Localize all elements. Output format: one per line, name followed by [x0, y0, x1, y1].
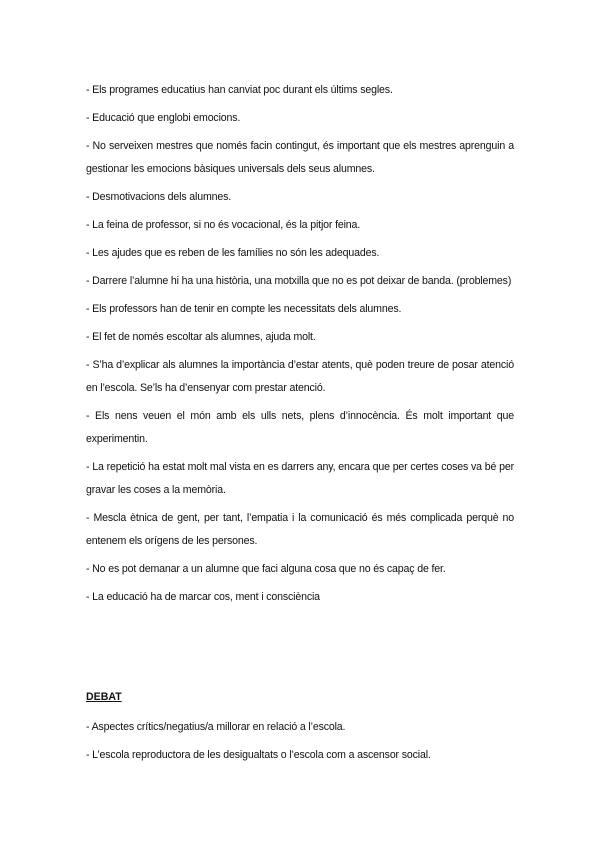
- list-item: - Desmotivacions dels alumnes.: [86, 191, 232, 203]
- list-item: - La educació ha de marcar cos, ment i consciència: [86, 591, 320, 603]
- list-item: - Els professors han de tenir en compte les necessitats dels alumnes.: [86, 303, 402, 315]
- list-item: - El fet de només escoltar als alumnes, ajuda molt.: [86, 331, 316, 343]
- list-item: - La repetició ha estat molt mal vista en es darrers any, encara que per certes coses va bé per gravar les coses a la memòria.: [86, 461, 514, 496]
- list-item: - Les ajudes que es reben de les famílies no són les adequades.: [86, 247, 380, 259]
- list-item: - L’escola reproductora de les desigualtats o l’escola com a ascensor social.: [86, 749, 431, 761]
- debat-section: [86, 688, 514, 772]
- list-item: - S’ha d’explicar als alumnes la importància d’estar atents, què poden treure de posar atenció en l’escola. Se’ls ha d’ensenyar com prestar atenció.: [86, 359, 514, 394]
- list-item: - La feina de professor, si no és vocacional, és la pitjor feina.: [86, 219, 361, 231]
- list-item: - Darrere l’alumne hi ha una història, una motxilla que no es pot deixar de banda. (problemes): [86, 275, 512, 287]
- list-item: - Mescla ètnica de gent, per tant, l’empatia i la comunicació és més complicada perquè no entenem els orígens de les persones.: [86, 512, 514, 547]
- list-item: - Els nens veuen el món amb els ulls nets, plens d’innocència. És molt important que experimentin.: [86, 410, 514, 445]
- list-item: - No es pot demanar a un alumne que faci alguna cosa que no és capaç de fer.: [86, 563, 446, 575]
- list-item: - Educació que englobi emocions.: [86, 112, 241, 124]
- list-item: - Aspectes crítics/negatius/a millorar en relació a l’escola.: [86, 721, 346, 733]
- notes-list: [86, 79, 514, 614]
- list-item: - No serveixen mestres que només facin contingut, és important que els mestres aprenguin a gestionar les emocions bàsiques universals dels seus alumnes.: [86, 140, 514, 175]
- list-item: - Els programes educatius han canviat poc durant els últims segles.: [86, 84, 393, 96]
- section-heading: DEBAT: [86, 691, 122, 703]
